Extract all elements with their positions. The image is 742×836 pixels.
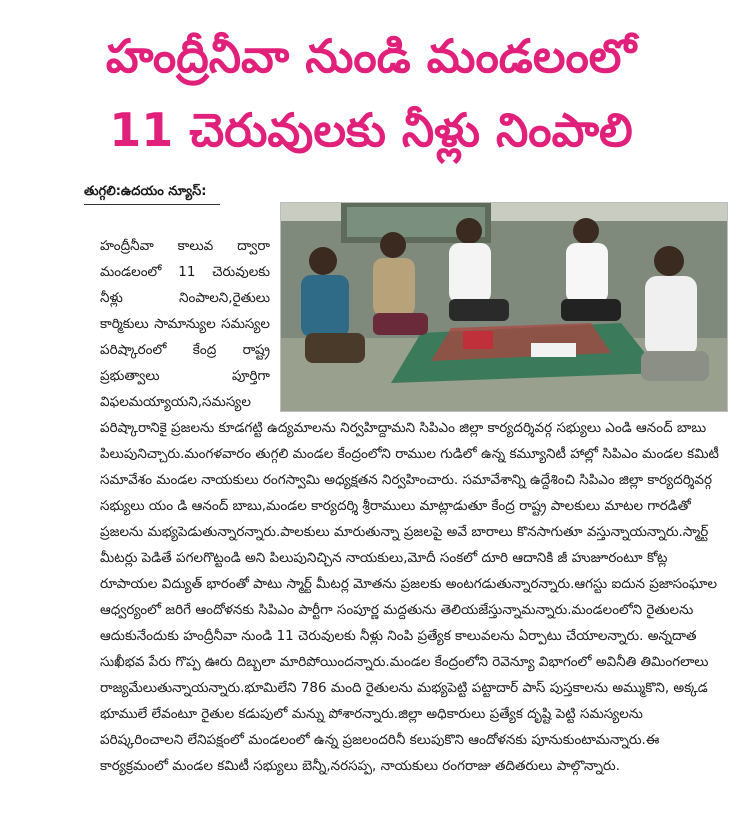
article-line: సుఖీభవ పేరు గొప్ప ఊరు దిబ్బలా మారిపోయిందన్నారు.మండల కేంద్రంలోని రెవెన్యూ విభాగంలో అవినీతి తిమింగలాలు [100,654,709,670]
article-line: భూములే లేవంటూ రైతుల కడుపులో మన్ను పోశారన్నారు.జిల్లా అధికారులు ప్రత్యేక దృష్టి పెట్టి సమస్యలను [100,706,643,722]
article-line: ప్రభుత్వాలు పూర్తిగా [100,368,270,384]
article-line: సమావేశం మండల నాయకులు రంగస్వామి అధ్యక్షతన నిర్వహించారు. సమావేశాన్ని ఉద్దేశించి సిపిఎం జిల్లా కార్యదర్శివర్గ [100,472,712,488]
article-line: రాజ్యమేలుతున్నాయన్నారు.భూమిలేని 786 మంది రైతులను మభ్యపెట్టి పట్టాదార్ పాస్ పుస్తకాలను అమ్ముకొని, అక్కడ [100,680,708,696]
dateline: తుగ్గలి:ఉదయం న్యూస్: [84,184,207,199]
article-line: పిలుపునిచ్చారు.మంగళవారం తుగ్గలి మండల కేంద్రంలోని రాముల గుడిలో ఉన్న కమ్యూనిటీ హాల్లో సిపిఎం మండల కమిటీ [100,446,719,462]
article-full-column [100,415,728,779]
article-line: మీటర్లు పెడితే పగలగొట్టండి అని పిలుపునిచ్చిన నాయకులు,మోదీ సంకలో దూరి ఆదానికి జీ హుజూరంటూ కోట్ల [100,550,668,566]
article-body [100,233,728,779]
dateline-underline [84,204,220,205]
article-line: పరిష్కారానికై ప్రజలను కూడగట్టి ఉద్యమాలను నిర్వహిద్దామని సిపిఎం జిల్లా కార్యదర్శివర్గ సభ్యులు ఎండి ఆనంద్ బాబు [100,420,707,436]
article-line: విఫలమయ్యాయని,సమస్యల [100,394,251,410]
article-line: ఆదుకునేందుకు హంద్రీనీవా నుండి 11 చెరువులకు నీళ్లు నింపి ప్రత్యేక కాలువలను ఏర్పాటు చేయాలన్నారు. అన్నదాత [100,628,697,644]
article-narrow-column [100,233,270,415]
article-line: పరిష్కారంలో కేంద్ర రాష్ట్ర [100,342,270,358]
article-line: సభ్యులు యం డి ఆనంద్ బాబు,మండల కార్యదర్శి శ్రీరాములు మాట్లాడుతూ కేంద్ర రాష్ట్ర పాలకులు మాటల గారడితో [100,498,691,514]
headline-line-1: హంద్రీనీవా నుండి మండలంలో [105,29,637,83]
article-line: ఆధ్వర్యంలో జరిగే ఆందోళనకు సిపిఎం పార్టీగా సంపూర్ణ మద్దతును తెలియజేస్తున్నామన్నారు.మండలంలోని రైతులను [100,602,694,618]
article-line: మండలంలో 11 చెరువులకు [100,264,270,280]
headline-line-2: 11 చెరువులకు నీళ్లు నింపాలి [109,103,633,157]
article-line: పరిష్కరించాలని లేనిపక్షంలో మండలంలో ఉన్న ప్రజలందరినీ కలుపుకొని ఆందోళనకు పూనుకుంటామన్నారు.ఈ [100,732,660,748]
article-line: హంద్రీనీవా కాలువ ద్వారా [100,238,270,254]
article-line: రూపాయల విద్యుత్ భారంతో పాటు స్మార్ట్ మీటర్ల మోతను ప్రజలకు అంటగడుతున్నారన్నారు.ఆగస్టు ఐదున ప్రజాసంఘాల [100,576,718,592]
article-line: కార్మికులు సామాన్యుల సమస్యల [100,316,270,332]
article-line: ప్రజలను మభ్యపెడుతున్నారన్నారు.పాలకులు మారుతున్నా ప్రజలపై అవే బారాలు కొనసాగుతూ వస్తున్నాయన్నారు.స్మార్ట్ [100,524,709,540]
article-line: నీళ్లు నింపాలని,రైతులు [100,290,270,306]
article-line: కార్యక్రమంలో మండల కమిటీ సభ్యులు బెన్నీ,నరసప్ప, నాయకులు రంగరాజు తదితరులు పాల్గొన్నారు. [100,758,620,774]
